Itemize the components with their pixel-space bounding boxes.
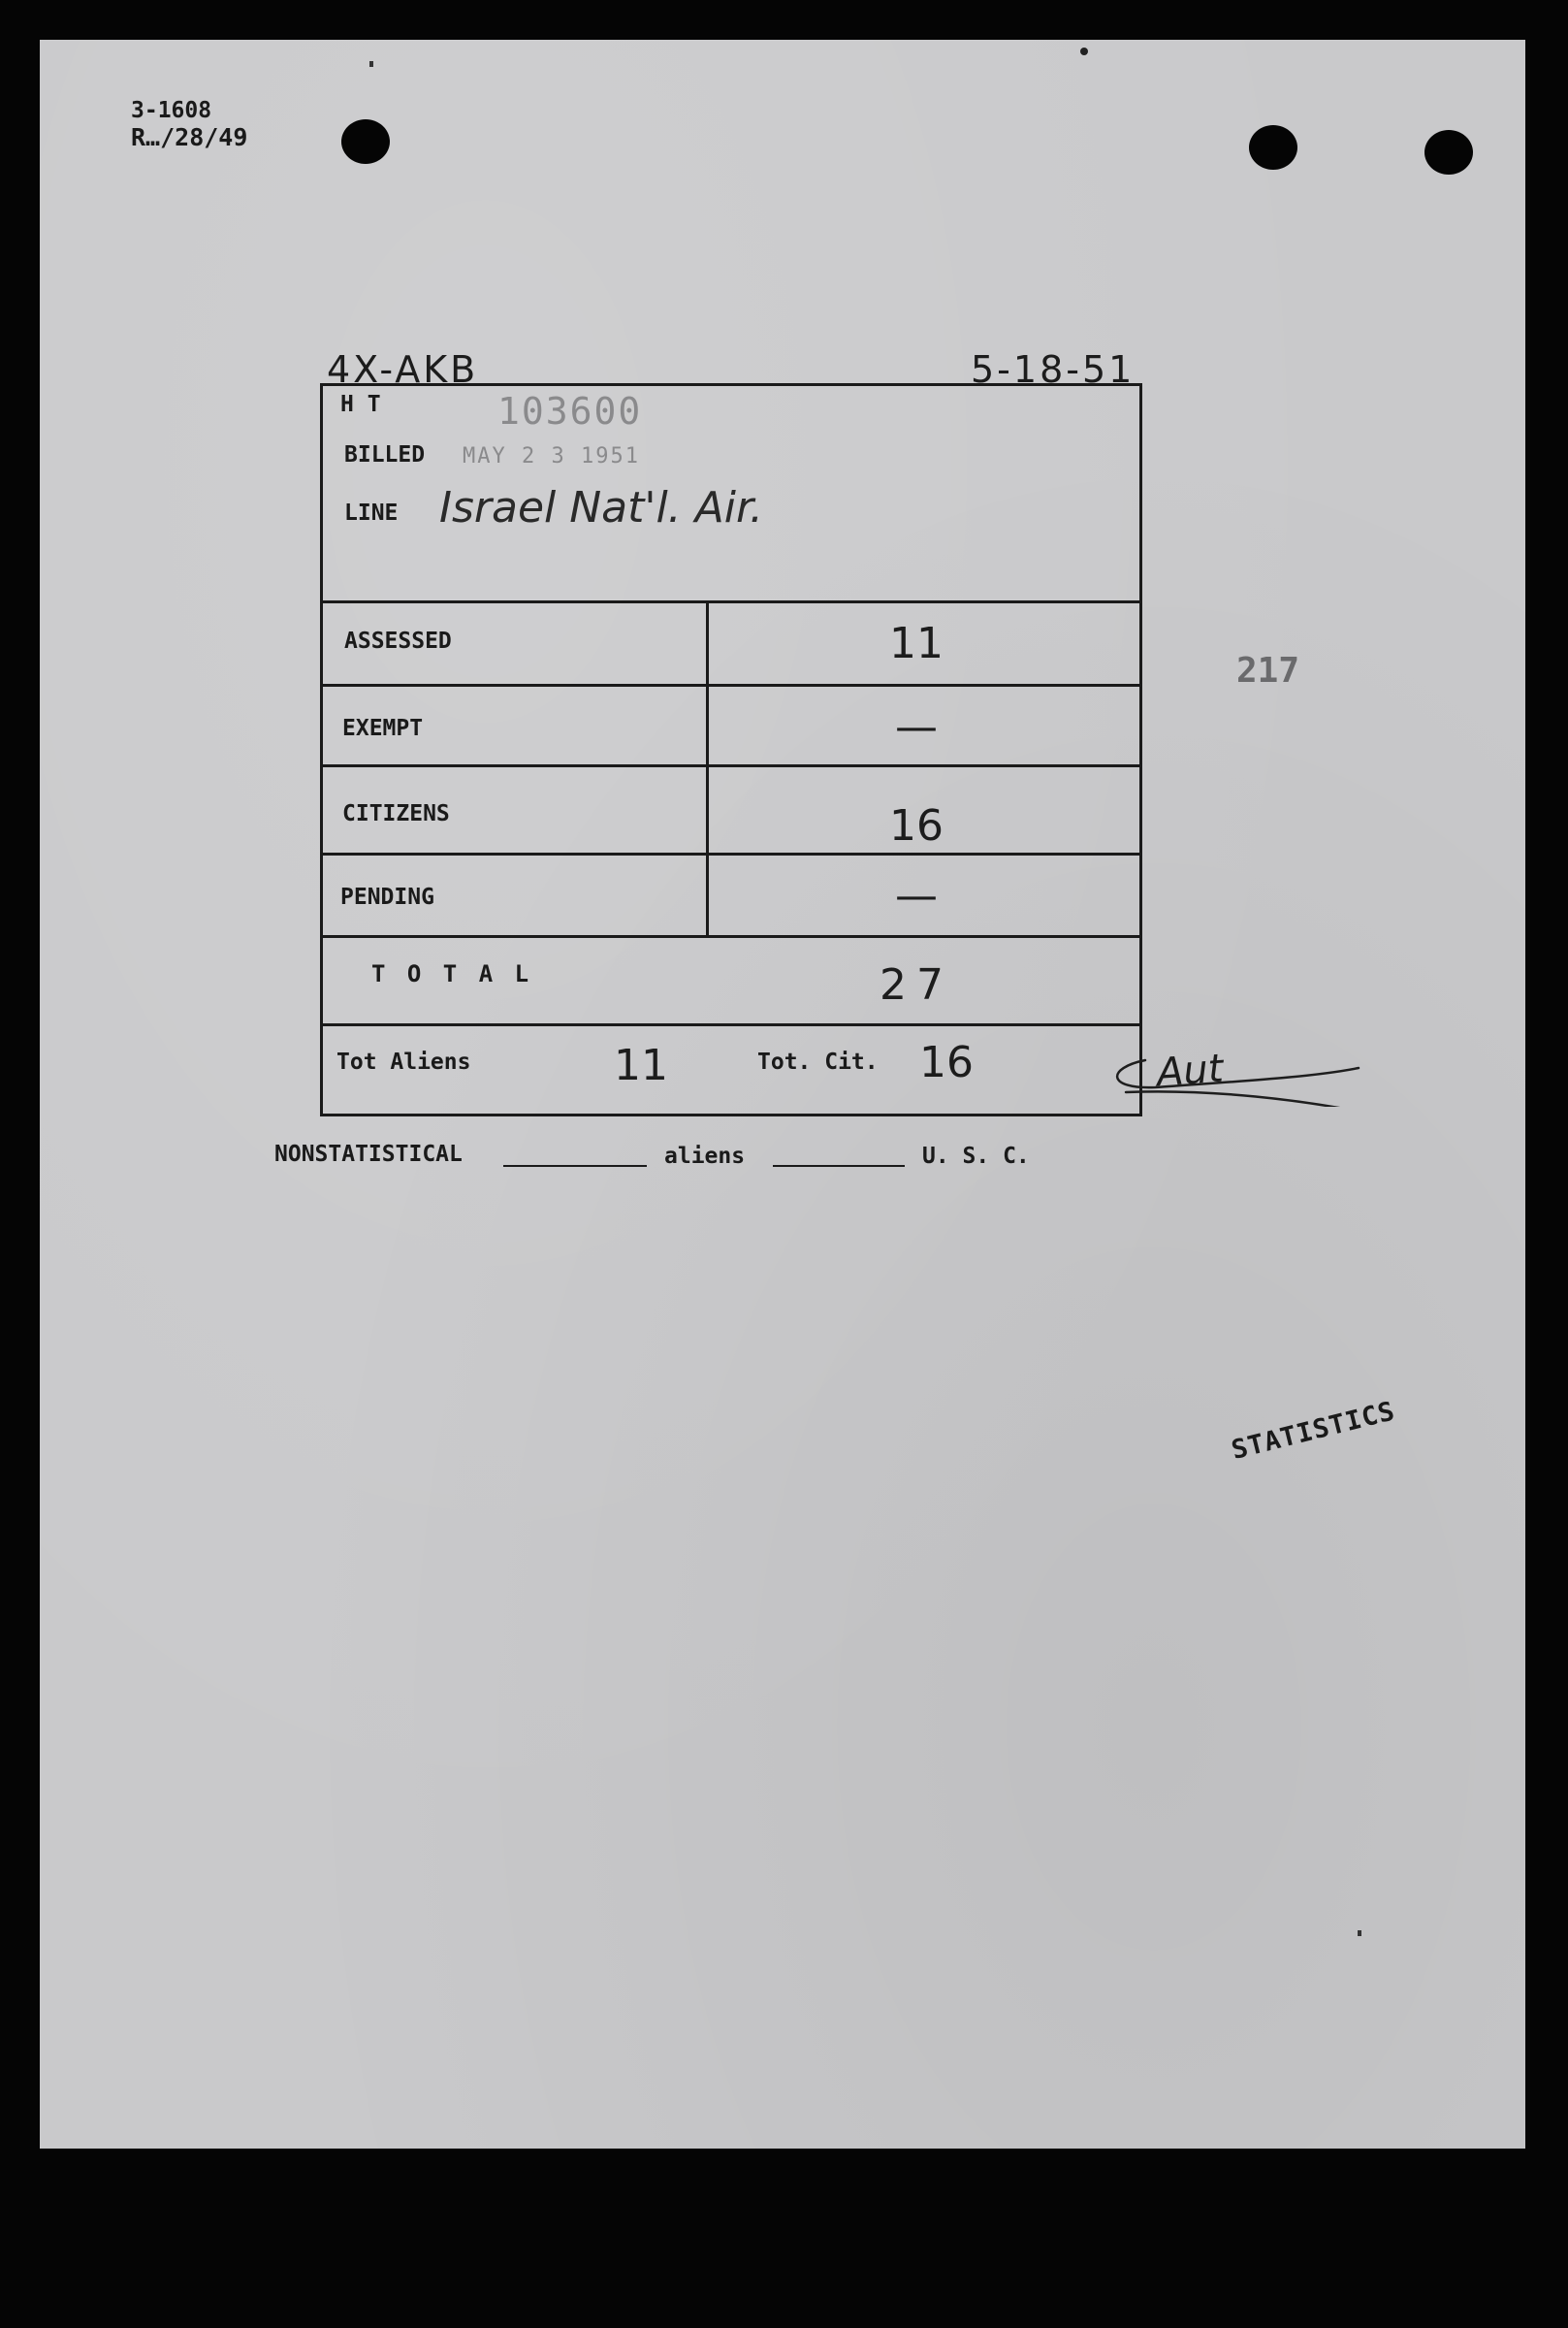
aliens-label: aliens — [664, 1144, 746, 1169]
line-value: Israel Nat'l. Air. — [439, 483, 764, 533]
tot-aliens-value: 11 — [614, 1041, 668, 1090]
assessed-value: 11 — [889, 619, 944, 668]
punch-hole-left — [341, 119, 390, 164]
nonstatistical-blank — [503, 1165, 647, 1167]
exempt-label: EXEMPT — [342, 716, 424, 741]
total-label: T O T A L — [371, 960, 533, 987]
rule-top-section — [323, 600, 1139, 603]
billed-label: BILLED — [344, 442, 426, 468]
reviewer-initials: Aut — [1155, 1046, 1225, 1096]
handwritten-date: 5-18-51 — [971, 348, 1136, 391]
assessed-label: ASSESSED — [344, 629, 452, 654]
aliens-blank — [773, 1165, 905, 1167]
rule-row-3 — [323, 853, 1139, 856]
rule-row-2 — [323, 764, 1139, 767]
tot-cit-value: 16 — [919, 1038, 974, 1087]
ht-label: H T — [340, 392, 381, 417]
statistics-stamp: STATISTICS — [1229, 1396, 1398, 1467]
pending-label: PENDING — [340, 885, 434, 910]
line-label: LINE — [344, 501, 399, 526]
citizens-value: 16 — [889, 801, 944, 851]
paper-speck — [1080, 48, 1088, 55]
tot-aliens-label: Tot Aliens — [336, 1050, 471, 1075]
ht-stamp: 103600 — [497, 390, 643, 433]
punch-hole-right-inner — [1249, 125, 1297, 170]
total-value: 27 — [880, 960, 953, 1010]
nonstatistical-label: NONSTATISTICAL — [274, 1142, 463, 1167]
rule-row-4 — [323, 935, 1139, 938]
paper-speck — [1358, 1930, 1361, 1936]
pending-value: — — [895, 871, 938, 921]
column-divider — [706, 600, 709, 938]
margin-number: 217 — [1236, 651, 1300, 691]
statistics-form-box — [320, 383, 1142, 1116]
paper-sheet — [40, 40, 1525, 2149]
punch-hole-right-outer — [1424, 130, 1473, 175]
handwritten-code: 4X-AKB — [327, 348, 479, 391]
tot-cit-label: Tot. Cit. — [757, 1050, 879, 1075]
rule-row-1 — [323, 684, 1139, 687]
form-number: 3-1608 — [131, 98, 212, 123]
initials-flourish — [1087, 1039, 1426, 1107]
billed-stamp: MAY 2 3 1951 — [463, 444, 640, 469]
rule-total — [323, 1023, 1139, 1026]
exempt-value: — — [895, 702, 938, 752]
usc-label: U. S. C. — [922, 1144, 1030, 1169]
paper-speck — [369, 61, 373, 67]
form-revision: R…/28/49 — [131, 123, 248, 151]
citizens-label: CITIZENS — [342, 801, 450, 826]
